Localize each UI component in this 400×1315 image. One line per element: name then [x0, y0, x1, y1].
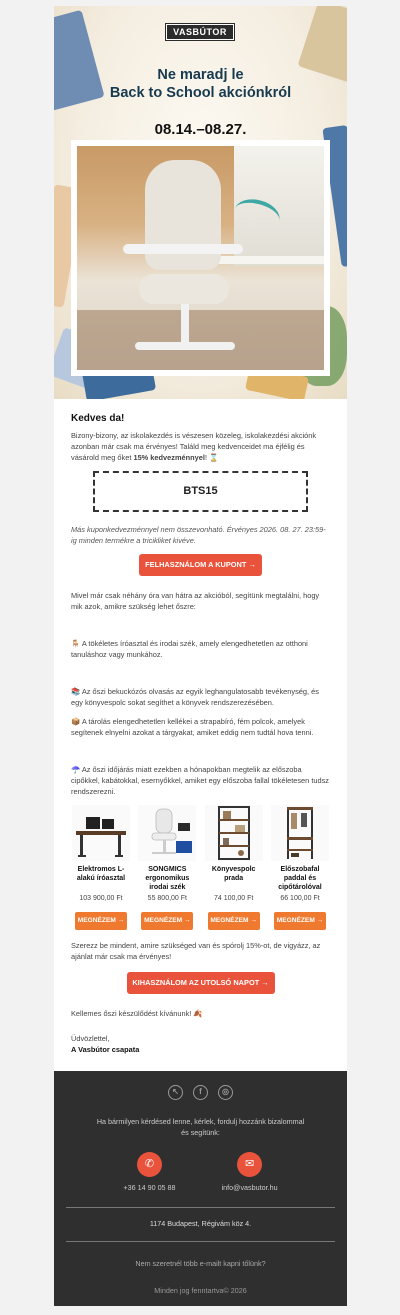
view-product-button[interactable]: MEGNÉZEM →	[274, 912, 326, 930]
address: 1174 Budapest, Régivám köz 4.	[149, 1219, 252, 1228]
last-day-button[interactable]: KIHASZNÁLOM AZ UTOLSÓ NAPOT →	[127, 972, 275, 994]
website-icon[interactable]: ↖	[168, 1085, 183, 1100]
unsubscribe-link[interactable]: Nem szeretnél több e-mailt kapni tőlünk?	[135, 1259, 266, 1268]
product-card[interactable]: Előszobafal paddal és cipőtárolóval 66 100,00 Ft MEGNÉZEM →	[270, 805, 330, 930]
divider	[66, 1241, 335, 1242]
office-chair-photo	[77, 146, 324, 370]
use-coupon-button[interactable]: FELHASZNÁLOM A KUPONT →	[139, 554, 262, 576]
product-image-hallway-stand[interactable]	[271, 805, 329, 861]
product-image-chair[interactable]	[138, 805, 196, 861]
bullet-hallway: ☂️ Az őszi időjárás miatt ezekben a hónapokban megtelik az előszoba cipőkkel, kabátokkal, esernyőkkel, amiket egy előszoba fallal tökéletesen tudsz rendszerezni.	[71, 765, 329, 796]
instagram-icon[interactable]: ◎	[218, 1085, 233, 1100]
greeting: Kedves da!	[71, 413, 125, 424]
photo-chair-arm	[123, 244, 243, 254]
paragraph-intro-products: Mivel már csak néhány óra van hátra az akcióból, segítünk megtalálni, hogy mik azok, amikre szükség lehet őszre:	[71, 591, 320, 611]
closing-paragraph: Szerezz be mindent, amire szükséged van és spórolj 15%-ot, de vigyázz, az ajánlat már csak ma érvényes!	[71, 941, 321, 961]
wish-text: Kellemes őszi készülődést kívánunk! 🍂	[71, 1009, 203, 1018]
hero-title: Ne maradj le Back to School akciónkról	[109, 67, 292, 101]
view-product-button[interactable]: MEGNÉZEM →	[75, 912, 127, 930]
hero-banner	[54, 6, 347, 399]
signature: A Vasbútor csapata	[71, 1045, 140, 1054]
coupon-note: Más kuponkedvezménnyel nem összevonható. Érvényes 2026. 08. 27. 23:59-ig minden termékre a tricikliket kivéve.	[71, 525, 326, 545]
email-body	[54, 399, 347, 1071]
photo-chair-base	[135, 342, 235, 350]
view-product-button[interactable]: MEGNÉZEM →	[141, 912, 193, 930]
product-card[interactable]: Könyvespolc prada 74 100,00 Ft MEGNÉZEM →	[204, 805, 264, 930]
intro-paragraph: Bizony-bizony, az iskolakezdés is vészesen közeleg, iskolakezdési akciónk azonban már csak ma érvényes! Találd meg kedvenceidet ma éjfélig és vásárold meg őket 15% kedvezménnyel! ⌛	[71, 431, 317, 462]
coupon-code-box[interactable]: BTS15	[93, 471, 308, 512]
product-image-desk[interactable]	[72, 805, 130, 861]
brand-logo[interactable]: VASBÚTOR	[166, 24, 234, 40]
contact-email[interactable]: ✉ info@vasbutor.hu	[222, 1152, 278, 1193]
bullet-storage: 📦 A tárolás elengedhetetlen kellékei a strapabíró, fém polcok, amelyek segítenek elnyelni azokat a tárgyakat, amiket eddig nem tudtál hova tenni.	[71, 717, 314, 737]
hero-date: 08.14.–08.27.	[154, 121, 247, 138]
email-footer	[54, 1071, 347, 1306]
social-links	[66, 1085, 335, 1100]
contact-list	[66, 1152, 335, 1193]
view-product-button[interactable]: MEGNÉZEM →	[208, 912, 260, 930]
divider	[66, 1207, 335, 1208]
product-image-bookshelf[interactable]	[205, 805, 263, 861]
hero-photo-frame[interactable]	[71, 140, 330, 376]
photo-chair-seat	[139, 274, 229, 304]
contact-phone[interactable]: ✆ +36 14 90 05 88	[123, 1152, 175, 1193]
help-text: Ha bármilyen kérdésed lenne, kérlek, fordulj hozzánk bizalommal és segítünk:	[96, 1117, 305, 1137]
copyright: Minden jog fenntartva© 2026	[154, 1286, 247, 1295]
product-card[interactable]: Elektromos L-alakú íróasztal 103 900,00 Ft MEGNÉZEM →	[71, 805, 131, 930]
photo-floor	[77, 310, 324, 370]
phone-icon: ✆	[137, 1152, 162, 1177]
photo-desk	[214, 256, 324, 264]
facebook-icon[interactable]: f	[193, 1085, 208, 1100]
photo-chair-pole	[181, 304, 189, 342]
email-container	[54, 6, 347, 1306]
product-grid	[71, 805, 330, 930]
product-card[interactable]: SONGMICS ergonomikus irodai szék 55 800,00 Ft MEGNÉZEM →	[137, 805, 197, 930]
bullet-desk-chair: 🪑 A tökéletes íróasztal és irodai szék, amely elengedhetetlen az otthoni tanuláshoz vagy munkához.	[71, 639, 308, 659]
regards-text: Üdvözlettel,	[71, 1034, 110, 1043]
mail-icon: ✉	[237, 1152, 262, 1177]
bullet-bookshelf: 📚 Az őszi bekuckózós olvasás az egyik leghangulatosabb tevékenység, és egy könyvespolc sokat segíthet a könyvek rendszerezésében.	[71, 687, 319, 707]
